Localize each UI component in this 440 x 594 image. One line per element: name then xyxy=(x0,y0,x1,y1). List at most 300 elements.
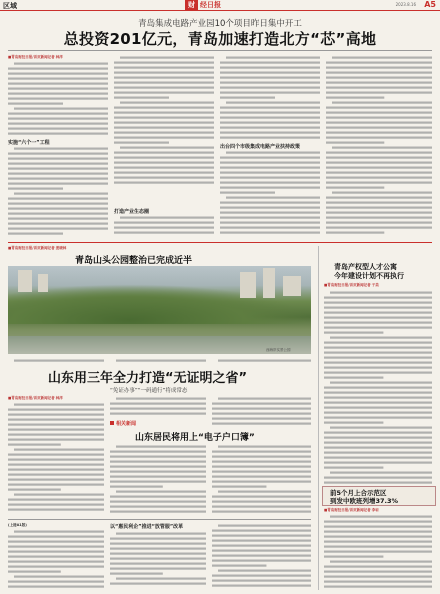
text-line xyxy=(114,92,214,94)
text-line xyxy=(110,548,206,550)
text-line xyxy=(218,398,311,400)
body-text-lines xyxy=(8,61,108,136)
lead-col-4 xyxy=(326,55,432,238)
text-line xyxy=(218,570,311,572)
text-line xyxy=(332,57,432,59)
park-byline: ■青岛财经日报/首页新闻记者 姜晓林 xyxy=(8,246,67,250)
text-line xyxy=(212,560,311,562)
text-line xyxy=(114,67,214,69)
text-line xyxy=(8,233,63,235)
text-line xyxy=(114,127,214,129)
text-line xyxy=(120,102,214,104)
photo-building xyxy=(240,272,256,298)
text-line xyxy=(120,217,214,219)
photo-credit: 西海岸实景公园 xyxy=(266,348,291,352)
text-line xyxy=(324,586,432,588)
body-text-lines xyxy=(212,358,311,364)
text-line xyxy=(212,418,311,420)
text-line xyxy=(212,530,311,532)
text-line xyxy=(8,93,108,95)
text-line xyxy=(8,78,108,80)
text-line xyxy=(8,484,104,486)
text-line xyxy=(326,142,384,144)
text-line xyxy=(114,122,214,124)
text-line xyxy=(326,177,432,179)
body-text-lines xyxy=(114,215,214,239)
text-line xyxy=(324,307,432,309)
province-col-3 xyxy=(212,396,311,426)
text-line xyxy=(330,382,432,384)
body-text-lines xyxy=(110,531,206,590)
text-line xyxy=(8,73,108,75)
text-line xyxy=(114,162,214,164)
text-line xyxy=(326,187,384,189)
text-line xyxy=(226,152,320,154)
text-line xyxy=(326,157,432,159)
text-line xyxy=(324,342,432,344)
text-line xyxy=(326,117,432,119)
text-line xyxy=(220,202,320,204)
body-text-lines xyxy=(212,396,311,426)
text-line xyxy=(324,327,432,329)
text-line xyxy=(324,302,432,304)
text-line xyxy=(212,413,311,415)
body-text-lines xyxy=(8,529,104,590)
text-line xyxy=(220,137,320,139)
text-line xyxy=(220,122,320,124)
text-line xyxy=(324,536,432,538)
text-line xyxy=(332,192,432,194)
text-line xyxy=(324,422,383,424)
text-line xyxy=(8,208,108,210)
apartment-byline: ■青岛财经日报/首页新闻记者 于美 xyxy=(324,283,379,287)
text-line xyxy=(326,62,432,64)
text-line xyxy=(212,481,311,483)
text-line xyxy=(110,538,206,540)
text-line xyxy=(8,586,104,588)
province-deck: “免证办事”“一码通行”将成常态 xyxy=(110,388,188,394)
lead-rule xyxy=(8,50,432,51)
text-line xyxy=(324,482,432,484)
lead-col-2 xyxy=(114,55,214,185)
text-line xyxy=(220,192,275,194)
text-line xyxy=(212,575,311,577)
text-line xyxy=(116,360,206,362)
text-line xyxy=(226,197,320,199)
text-line xyxy=(326,162,432,164)
text-line xyxy=(110,543,206,545)
body-text-lines xyxy=(220,55,320,141)
text-line xyxy=(116,533,206,535)
text-line xyxy=(326,152,432,154)
text-line xyxy=(326,202,432,204)
text-line xyxy=(8,163,108,165)
text-line xyxy=(8,88,108,90)
text-line xyxy=(110,486,163,488)
text-line xyxy=(220,92,320,94)
text-line xyxy=(324,402,432,404)
text-line xyxy=(220,107,320,109)
text-line xyxy=(8,454,104,456)
column-divider xyxy=(318,246,319,590)
text-line xyxy=(8,556,104,558)
text-line xyxy=(220,82,320,84)
text-line xyxy=(110,496,206,498)
text-line xyxy=(114,182,214,184)
text-line xyxy=(324,377,383,379)
text-line xyxy=(116,491,206,493)
text-line xyxy=(8,178,108,180)
text-line xyxy=(324,457,432,459)
text-line xyxy=(324,432,432,434)
text-line xyxy=(14,193,108,195)
text-line xyxy=(326,127,432,129)
text-line xyxy=(324,322,432,324)
text-line xyxy=(326,112,432,114)
text-line xyxy=(324,317,432,319)
text-line xyxy=(8,68,108,70)
text-line xyxy=(212,423,311,425)
text-line xyxy=(326,182,432,184)
lead-col-1 xyxy=(8,61,108,136)
text-line xyxy=(324,546,432,548)
text-line xyxy=(114,132,214,134)
text-line xyxy=(324,442,432,444)
text-line xyxy=(8,83,108,85)
text-line xyxy=(212,501,311,503)
photo-building xyxy=(283,276,301,296)
province-headline: 山东用三年全力打造“无证明之省” xyxy=(48,371,248,386)
text-line xyxy=(8,173,108,175)
text-line xyxy=(220,72,320,74)
text-line xyxy=(114,77,214,79)
related-headline: 山东居民将用上“电子户口簿” xyxy=(135,433,255,443)
body-text-lines xyxy=(8,402,104,516)
text-line xyxy=(326,107,432,109)
text-line xyxy=(212,408,311,410)
text-line xyxy=(8,158,108,160)
text-line xyxy=(324,581,432,583)
text-line xyxy=(110,403,206,405)
text-line xyxy=(8,198,108,200)
text-line xyxy=(324,531,432,533)
park-col-3 xyxy=(212,358,311,364)
text-line xyxy=(226,102,320,104)
text-line xyxy=(8,571,61,573)
text-line xyxy=(110,408,206,410)
text-line xyxy=(220,207,320,209)
text-line xyxy=(212,461,311,463)
text-line xyxy=(110,506,206,508)
text-line xyxy=(14,148,108,150)
text-line xyxy=(212,511,311,513)
text-line xyxy=(324,452,432,454)
text-line xyxy=(110,456,206,458)
text-line xyxy=(14,531,104,533)
text-line xyxy=(326,67,432,69)
bottom-col-3 xyxy=(212,523,311,590)
text-line xyxy=(8,479,104,481)
bottom-rule xyxy=(8,519,311,520)
page-number: A5 xyxy=(424,0,436,9)
text-line xyxy=(326,167,432,169)
text-line xyxy=(324,312,432,314)
text-line xyxy=(8,414,104,416)
text-line xyxy=(8,118,108,120)
text-line xyxy=(110,573,163,575)
text-line xyxy=(8,183,108,185)
text-line xyxy=(324,397,432,399)
body-text-lines xyxy=(8,146,108,238)
text-line xyxy=(110,451,206,453)
sco-byline: ■青岛财经日报/首页新闻记者 李岩 xyxy=(324,508,379,512)
text-line xyxy=(326,87,432,89)
text-line xyxy=(324,332,383,334)
text-line xyxy=(326,227,432,229)
text-line xyxy=(324,412,432,414)
text-line xyxy=(324,566,432,568)
text-line xyxy=(114,87,214,89)
text-line xyxy=(8,499,104,501)
text-line xyxy=(8,218,108,220)
text-line xyxy=(8,489,61,491)
text-line xyxy=(212,471,311,473)
text-line xyxy=(8,464,104,466)
text-line xyxy=(110,461,206,463)
lead-col-3b xyxy=(220,150,320,238)
text-line xyxy=(220,187,320,189)
text-line xyxy=(324,467,383,469)
text-line xyxy=(114,232,214,234)
apartment-body xyxy=(324,290,432,486)
text-line xyxy=(330,427,432,429)
text-line xyxy=(212,555,311,557)
body-text-lines xyxy=(114,55,214,185)
text-line xyxy=(8,133,108,135)
text-line xyxy=(218,446,311,448)
brand-block: 财 xyxy=(185,0,198,10)
text-line xyxy=(110,413,206,415)
text-line xyxy=(324,437,432,439)
text-line xyxy=(330,337,432,339)
text-line xyxy=(324,372,432,374)
text-line xyxy=(220,97,275,99)
text-line xyxy=(324,556,383,558)
text-line xyxy=(332,147,432,149)
text-line xyxy=(212,580,311,582)
text-line xyxy=(218,491,311,493)
text-line xyxy=(8,153,108,155)
text-line xyxy=(220,167,320,169)
text-line xyxy=(220,157,320,159)
text-line xyxy=(8,429,104,431)
text-line xyxy=(8,223,108,225)
text-line xyxy=(8,469,104,471)
related-news-tag xyxy=(110,420,136,427)
text-line xyxy=(120,57,214,59)
text-line xyxy=(212,496,311,498)
text-line xyxy=(110,476,206,478)
text-line xyxy=(8,128,108,130)
text-line xyxy=(110,501,206,503)
text-line xyxy=(220,77,320,79)
text-line xyxy=(212,585,311,587)
text-line xyxy=(330,561,432,563)
text-line xyxy=(8,228,108,230)
text-line xyxy=(114,117,214,119)
sco-headline-2: 到发中欧班列增37.3% xyxy=(330,497,399,505)
text-line xyxy=(8,536,104,538)
text-line xyxy=(326,222,432,224)
text-line xyxy=(220,127,320,129)
text-line xyxy=(326,132,432,134)
bottom-col-1 xyxy=(8,529,104,590)
text-line xyxy=(220,212,320,214)
text-line xyxy=(324,297,432,299)
section-rule xyxy=(8,242,432,243)
text-line xyxy=(114,82,214,84)
body-text-lines xyxy=(8,358,104,364)
text-line xyxy=(110,568,206,570)
text-line xyxy=(324,447,432,449)
text-line xyxy=(218,525,311,527)
photo-building xyxy=(18,270,32,292)
text-line xyxy=(324,462,432,464)
text-line xyxy=(114,112,214,114)
text-line xyxy=(220,162,320,164)
text-line xyxy=(324,576,432,578)
text-line xyxy=(110,558,206,560)
text-line xyxy=(116,578,206,580)
text-line xyxy=(110,583,206,585)
text-line xyxy=(116,446,206,448)
text-line xyxy=(220,227,320,229)
park-photo xyxy=(8,266,311,354)
body-text-lines xyxy=(212,523,311,590)
text-line xyxy=(114,137,214,139)
text-line xyxy=(324,477,432,479)
text-line xyxy=(8,188,63,190)
text-line xyxy=(324,526,432,528)
body-text-lines xyxy=(110,444,206,516)
text-line xyxy=(8,509,104,511)
text-line xyxy=(14,576,104,578)
text-line xyxy=(8,168,108,170)
text-line xyxy=(324,347,432,349)
text-line xyxy=(212,451,311,453)
text-line xyxy=(220,87,320,89)
text-line xyxy=(14,404,104,406)
text-line xyxy=(212,506,311,508)
related-col-1 xyxy=(110,444,206,516)
text-line xyxy=(8,434,104,436)
text-line xyxy=(220,132,320,134)
text-line xyxy=(326,72,432,74)
related-news-label: 相关新闻 xyxy=(116,421,137,427)
text-line xyxy=(14,63,108,65)
text-line xyxy=(14,360,104,362)
text-line xyxy=(218,360,311,362)
photo-building xyxy=(263,268,275,298)
text-line xyxy=(14,108,108,110)
text-line xyxy=(324,551,432,553)
text-line xyxy=(8,123,108,125)
text-line xyxy=(326,172,432,174)
text-line xyxy=(324,521,432,523)
text-line xyxy=(8,566,104,568)
text-line xyxy=(220,67,320,69)
text-line xyxy=(330,472,432,474)
text-line xyxy=(8,561,104,563)
text-line xyxy=(326,82,432,84)
text-line xyxy=(324,571,432,573)
text-line xyxy=(324,392,432,394)
sco-headline-1: 前5个月上合示范区 xyxy=(330,489,387,497)
sco-body xyxy=(324,514,432,590)
text-line xyxy=(212,403,311,405)
park-col-1 xyxy=(8,358,104,364)
continued-label: (上接A1版) xyxy=(8,523,27,527)
body-text-lines xyxy=(110,396,206,418)
brand-text: 经日报 xyxy=(200,1,221,9)
text-line xyxy=(8,546,104,548)
lead-col-3 xyxy=(220,55,320,141)
text-line xyxy=(116,398,206,400)
text-line xyxy=(212,540,311,542)
lead-headline: 总投资201亿元，青岛加速打造北方“芯”高地 xyxy=(63,30,377,48)
text-line xyxy=(220,182,320,184)
body-text-lines xyxy=(324,514,432,590)
bottom-subhead: 以“惠民利企”推进“放管服”改革 xyxy=(110,524,184,530)
lead-byline: ■青岛财经日报/首页新闻记者 林洋 xyxy=(8,55,63,59)
text-line xyxy=(326,122,432,124)
text-line xyxy=(8,113,108,115)
text-line xyxy=(114,172,214,174)
body-text-lines xyxy=(220,150,320,238)
text-line xyxy=(220,112,320,114)
text-line xyxy=(324,362,432,364)
lead-subhead-3: 出台四个市级集成电路产业扶持政策 xyxy=(220,144,301,150)
text-line xyxy=(8,444,61,446)
text-line xyxy=(212,565,266,567)
text-line xyxy=(110,563,206,565)
text-line xyxy=(326,97,384,99)
text-line xyxy=(220,62,320,64)
text-line xyxy=(326,197,432,199)
photo-building xyxy=(38,274,48,292)
apartment-headline-2: 今年建设计划不再执行 xyxy=(334,272,404,280)
text-line xyxy=(326,77,432,79)
text-line xyxy=(226,57,320,59)
text-line xyxy=(14,494,104,496)
text-line xyxy=(114,177,214,179)
park-col-2 xyxy=(110,358,206,364)
text-line xyxy=(326,212,432,214)
text-line xyxy=(324,387,432,389)
section-label: 区域 xyxy=(3,2,17,10)
text-line xyxy=(114,157,214,159)
text-line xyxy=(8,103,63,105)
bottom-col-2 xyxy=(110,531,206,590)
park-headline: 青岛山头公园整治已完成近半 xyxy=(75,256,193,266)
issue-date: 2023.8.16 xyxy=(395,2,416,7)
text-line xyxy=(14,449,104,451)
text-line xyxy=(212,456,311,458)
body-text-lines xyxy=(324,290,432,486)
lead-subhead-1: 实施“六个一”工程 xyxy=(8,140,50,146)
text-line xyxy=(114,97,169,99)
text-line xyxy=(8,419,104,421)
